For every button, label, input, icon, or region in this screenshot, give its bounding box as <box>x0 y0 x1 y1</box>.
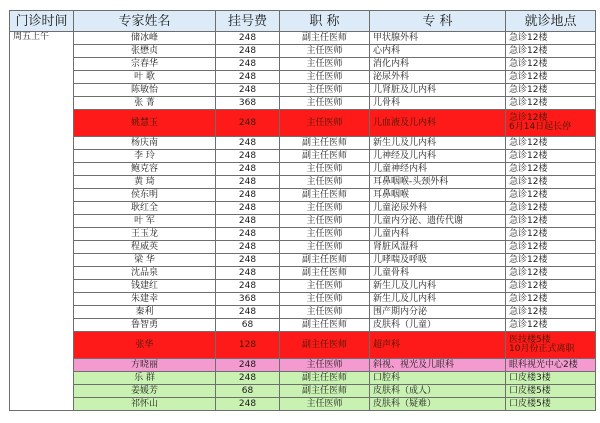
doctor-name-cell: 宗春华 <box>74 58 216 71</box>
location-cell <box>506 280 596 293</box>
specialty-cell: 超声科 <box>370 332 506 359</box>
location-line: 急诊12楼 <box>509 150 548 161</box>
session-time-cell: 周五上午 <box>10 32 74 411</box>
location-cell <box>506 228 596 241</box>
location-line: 急诊12楼 <box>509 267 548 278</box>
title-cell: 主任医师 <box>280 228 370 241</box>
title-cell: 副主任医师 <box>280 137 370 150</box>
table-row <box>10 398 596 411</box>
specialty-cell: 儿童内科 <box>370 228 506 241</box>
location-cell <box>506 359 596 372</box>
doctor-name-cell: 鲁智勇 <box>74 319 216 332</box>
fee-cell: 248 <box>216 280 280 293</box>
table-row <box>10 189 596 202</box>
fee-cell: 248 <box>216 254 280 267</box>
title-cell: 副主任医师 <box>280 319 370 332</box>
title-cell: 副主任医师 <box>280 332 370 359</box>
fee-cell: 248 <box>216 45 280 58</box>
header-row <box>10 11 596 32</box>
fee-cell: 128 <box>216 332 280 359</box>
fee-cell: 248 <box>216 150 280 163</box>
doctor-name-cell: 张 菁 <box>74 97 216 110</box>
title-cell: 主任医师 <box>280 45 370 58</box>
table-row <box>10 84 596 97</box>
location-line: 急诊12楼 <box>509 280 548 291</box>
location-cell <box>506 189 596 202</box>
doctor-name-cell: 陈敏怡 <box>74 84 216 97</box>
location-line: 急诊12楼 <box>509 45 548 56</box>
location-line: 口皮楼5楼 <box>509 398 551 409</box>
specialty-cell: 新生儿及儿内科 <box>370 280 506 293</box>
location-line: 急诊12楼 <box>509 293 548 304</box>
doctor-name-cell: 储冰峰 <box>74 32 216 45</box>
location-line: 急诊12楼 <box>509 113 548 123</box>
specialty-cell: 儿血液及儿内科 <box>370 110 506 137</box>
fee-cell: 248 <box>216 215 280 228</box>
doctor-name-cell: 张懋贞 <box>74 45 216 58</box>
doctor-name-cell: 杨庆南 <box>74 137 216 150</box>
table-row <box>10 32 596 45</box>
doctor-name-cell: 祁怀山 <box>74 398 216 411</box>
location-cell <box>506 84 596 97</box>
title-cell: 副主任医师 <box>280 267 370 280</box>
fee-cell: 248 <box>216 163 280 176</box>
location-line: 急诊12楼 <box>509 319 548 330</box>
location-line: 急诊12楼 <box>509 32 548 43</box>
location-line: 急诊12楼 <box>509 202 548 213</box>
location-cell <box>506 372 596 385</box>
location-cell <box>506 254 596 267</box>
header-time: 门诊时间 <box>10 11 74 32</box>
doctor-name-cell: 王玉龙 <box>74 228 216 241</box>
fee-cell: 248 <box>216 84 280 97</box>
location-line: 急诊12楼 <box>509 189 548 200</box>
doctor-name-cell: 方晓丽 <box>74 359 216 372</box>
table-row <box>10 97 596 110</box>
location-cell <box>506 137 596 150</box>
location-line: 急诊12楼 <box>509 306 548 317</box>
fee-cell: 248 <box>216 202 280 215</box>
table-row <box>10 280 596 293</box>
location-line: 急诊12楼 <box>509 176 548 187</box>
location-cell <box>506 45 596 58</box>
specialty-cell: 新生儿及儿内科 <box>370 293 506 306</box>
doctor-name-cell: 姚慧玉 <box>74 110 216 137</box>
location-line: 眼科视光中心2楼 <box>509 359 578 370</box>
title-cell: 主任医师 <box>280 84 370 97</box>
table-row <box>10 306 596 319</box>
location-cell <box>506 176 596 189</box>
title-cell: 主任医师 <box>280 359 370 372</box>
doctor-name-cell: 侯东明 <box>74 189 216 202</box>
location-line: 10月份正式离职 <box>509 344 575 354</box>
title-cell: 副主任医师 <box>280 372 370 385</box>
specialty-cell: 口腔科 <box>370 372 506 385</box>
specialty-cell: 耳鼻咽喉-头颈外科 <box>370 176 506 189</box>
fee-cell: 248 <box>216 176 280 189</box>
table-row <box>10 163 596 176</box>
doctor-name-cell: 秦利 <box>74 306 216 319</box>
location-line: 急诊12楼 <box>509 71 548 82</box>
table-row <box>10 215 596 228</box>
title-cell: 副主任医师 <box>280 150 370 163</box>
header-dept: 专 科 <box>370 11 506 32</box>
doctor-name-cell: 李 玲 <box>74 150 216 163</box>
location-line: 口皮楼5楼 <box>509 385 551 396</box>
table-row <box>10 319 596 332</box>
header-location: 就诊地点 <box>506 11 596 32</box>
location-line: 急诊12楼 <box>509 228 548 239</box>
location-cell <box>506 319 596 332</box>
location-cell <box>506 332 596 359</box>
specialty-cell: 儿童泌尿外科 <box>370 202 506 215</box>
title-cell: 主任医师 <box>280 163 370 176</box>
fee-cell: 248 <box>216 267 280 280</box>
fee-cell: 248 <box>216 306 280 319</box>
specialty-cell: 儿哮喘及呼吸 <box>370 254 506 267</box>
table-row <box>10 150 596 163</box>
fee-cell: 68 <box>216 319 280 332</box>
table-row <box>10 359 596 372</box>
location-cell <box>506 110 596 137</box>
location-line: 急诊12楼 <box>509 163 548 174</box>
specialty-cell: 皮肤科（疑难） <box>370 398 506 411</box>
location-cell <box>506 163 596 176</box>
title-cell: 主任医师 <box>280 215 370 228</box>
fee-cell: 248 <box>216 359 280 372</box>
title-cell: 主任医师 <box>280 280 370 293</box>
location-cell <box>506 32 596 45</box>
title-cell: 主任医师 <box>280 176 370 189</box>
table-row <box>10 332 596 359</box>
title-cell: 副主任医师 <box>280 32 370 45</box>
table-row <box>10 45 596 58</box>
location-line: 急诊12楼 <box>509 241 548 252</box>
table-row <box>10 372 596 385</box>
schedule-table <box>9 10 596 411</box>
fee-cell: 248 <box>216 32 280 45</box>
title-cell: 主任医师 <box>280 202 370 215</box>
specialty-cell: 斜视、视光及儿眼科 <box>370 359 506 372</box>
location-line: 急诊12楼 <box>509 254 548 265</box>
specialty-cell: 儿童骨科 <box>370 267 506 280</box>
location-cell <box>506 385 596 398</box>
table-row <box>10 385 596 398</box>
title-cell: 主任医师 <box>280 71 370 84</box>
doctor-name-cell: 程威英 <box>74 241 216 254</box>
doctor-name-cell: 钱建红 <box>74 280 216 293</box>
table-row <box>10 202 596 215</box>
specialty-cell: 儿童神经内科 <box>370 163 506 176</box>
table-row <box>10 71 596 84</box>
specialty-cell: 儿肾脏及儿内科 <box>370 84 506 97</box>
specialty-cell: 肾脏风湿科 <box>370 241 506 254</box>
location-line: 急诊12楼 <box>509 97 548 108</box>
title-cell: 主任医师 <box>280 398 370 411</box>
location-cell <box>506 241 596 254</box>
table-row <box>10 293 596 306</box>
table-body <box>10 32 596 411</box>
table-row <box>10 137 596 150</box>
table-row <box>10 58 596 71</box>
title-cell: 主任医师 <box>280 97 370 110</box>
specialty-cell: 皮肤科（成人） <box>370 385 506 398</box>
doctor-name-cell: 黄 琦 <box>74 176 216 189</box>
doctor-name-cell: 耿红全 <box>74 202 216 215</box>
location-line: 急诊12楼 <box>509 58 548 69</box>
specialty-cell: 儿神经及儿内科 <box>370 150 506 163</box>
doctor-name-cell: 鲍克容 <box>74 163 216 176</box>
header-title: 职 称 <box>280 11 370 32</box>
title-cell: 主任医师 <box>280 241 370 254</box>
location-cell <box>506 150 596 163</box>
table-row <box>10 254 596 267</box>
title-cell: 副主任医师 <box>280 385 370 398</box>
specialty-cell: 儿骨科 <box>370 97 506 110</box>
specialty-cell: 皮肤科（儿童） <box>370 319 506 332</box>
fee-cell: 368 <box>216 293 280 306</box>
location-cell <box>506 267 596 280</box>
specialty-cell: 泌尿外科 <box>370 71 506 84</box>
location-line: 急诊12楼 <box>509 84 548 95</box>
fee-cell: 68 <box>216 385 280 398</box>
table-row <box>10 241 596 254</box>
specialty-cell: 甲状腺外科 <box>370 32 506 45</box>
fee-cell: 248 <box>216 372 280 385</box>
location-line: 口皮楼3楼 <box>509 372 551 383</box>
location-cell <box>506 306 596 319</box>
specialty-cell: 新生儿及儿内科 <box>370 137 506 150</box>
title-cell: 主任医师 <box>280 306 370 319</box>
title-cell: 副主任医师 <box>280 189 370 202</box>
title-cell: 主任医师 <box>280 110 370 137</box>
doctor-name-cell: 朱建幸 <box>74 293 216 306</box>
location-cell <box>506 97 596 110</box>
fee-cell: 248 <box>216 398 280 411</box>
specialty-cell: 围产期内分泌 <box>370 306 506 319</box>
doctor-name-cell: 乐 群 <box>74 372 216 385</box>
location-cell <box>506 398 596 411</box>
fee-cell: 248 <box>216 110 280 137</box>
specialty-cell: 耳鼻咽喉 <box>370 189 506 202</box>
title-cell: 副主任医师 <box>280 254 370 267</box>
location-line: 6月14日起长停 <box>509 122 572 132</box>
doctor-name-cell: 梁 华 <box>74 254 216 267</box>
table-row <box>10 176 596 189</box>
fee-cell: 248 <box>216 58 280 71</box>
fee-cell: 248 <box>216 241 280 254</box>
location-cell <box>506 71 596 84</box>
specialty-cell: 儿童内分泌、遗传代谢 <box>370 215 506 228</box>
title-cell: 主任医师 <box>280 58 370 71</box>
header-name: 专家姓名 <box>74 11 216 32</box>
doctor-name-cell: 张华 <box>74 332 216 359</box>
fee-cell: 248 <box>216 228 280 241</box>
table-row <box>10 110 596 137</box>
location-line: 急诊12楼 <box>509 215 548 226</box>
header-fee: 挂号费 <box>216 11 280 32</box>
doctor-name-cell: 叶 歌 <box>74 71 216 84</box>
doctor-name-cell: 叶 军 <box>74 215 216 228</box>
specialty-cell: 心内科 <box>370 45 506 58</box>
fee-cell: 248 <box>216 189 280 202</box>
fee-cell: 248 <box>216 137 280 150</box>
location-cell <box>506 293 596 306</box>
location-cell <box>506 58 596 71</box>
doctor-name-cell: 姜媛芳 <box>74 385 216 398</box>
doctor-name-cell: 沈品泉 <box>74 267 216 280</box>
table-row <box>10 267 596 280</box>
table-row <box>10 228 596 241</box>
location-line: 医技楼5楼 <box>509 335 551 345</box>
specialty-cell: 消化内科 <box>370 58 506 71</box>
location-line: 急诊12楼 <box>509 137 548 148</box>
location-cell <box>506 202 596 215</box>
location-cell <box>506 215 596 228</box>
fee-cell: 248 <box>216 71 280 84</box>
fee-cell: 368 <box>216 97 280 110</box>
title-cell: 主任医师 <box>280 293 370 306</box>
